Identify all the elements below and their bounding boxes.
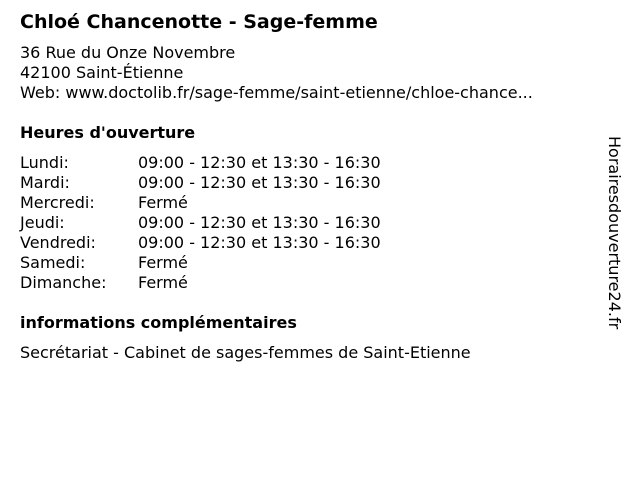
additional-info-heading: informations complémentaires [20,313,297,332]
hours-value: 09:00 - 12:30 et 13:30 - 16:30 [138,233,381,252]
hours-day-label: Lundi: [20,153,69,172]
hours-value: 09:00 - 12:30 et 13:30 - 16:30 [138,153,381,172]
hours-value: 09:00 - 12:30 et 13:30 - 16:30 [138,173,381,192]
additional-info-text: Secrétariat - Cabinet de sages-femmes de Saint-Etienne [20,343,471,362]
hours-day-label: Mardi: [20,173,70,192]
opening-hours-heading: Heures d'ouverture [20,123,196,142]
hours-day-label: Mercredi: [20,193,95,212]
website-link[interactable]: Web: www.doctolib.fr/sage-femme/saint-etienne/chloe-chance... [20,83,533,102]
hours-value: Fermé [138,273,188,292]
hours-day-label: Jeudi: [20,213,65,232]
hours-value: 09:00 - 12:30 et 13:30 - 16:30 [138,213,381,232]
hours-day-label: Dimanche: [20,273,107,292]
city-address: 42100 Saint-Étienne [20,63,184,82]
hours-value: Fermé [138,253,188,272]
site-watermark: Horairesdouverture24.fr [605,136,624,330]
hours-day-label: Samedi: [20,253,86,272]
address-block [20,43,533,103]
street-address: 36 Rue du Onze Novembre [20,43,236,62]
hours-day-label: Vendredi: [20,233,96,252]
hours-value: Fermé [138,193,188,212]
page-title: Chloé Chancenotte - Sage-femme [20,11,378,33]
